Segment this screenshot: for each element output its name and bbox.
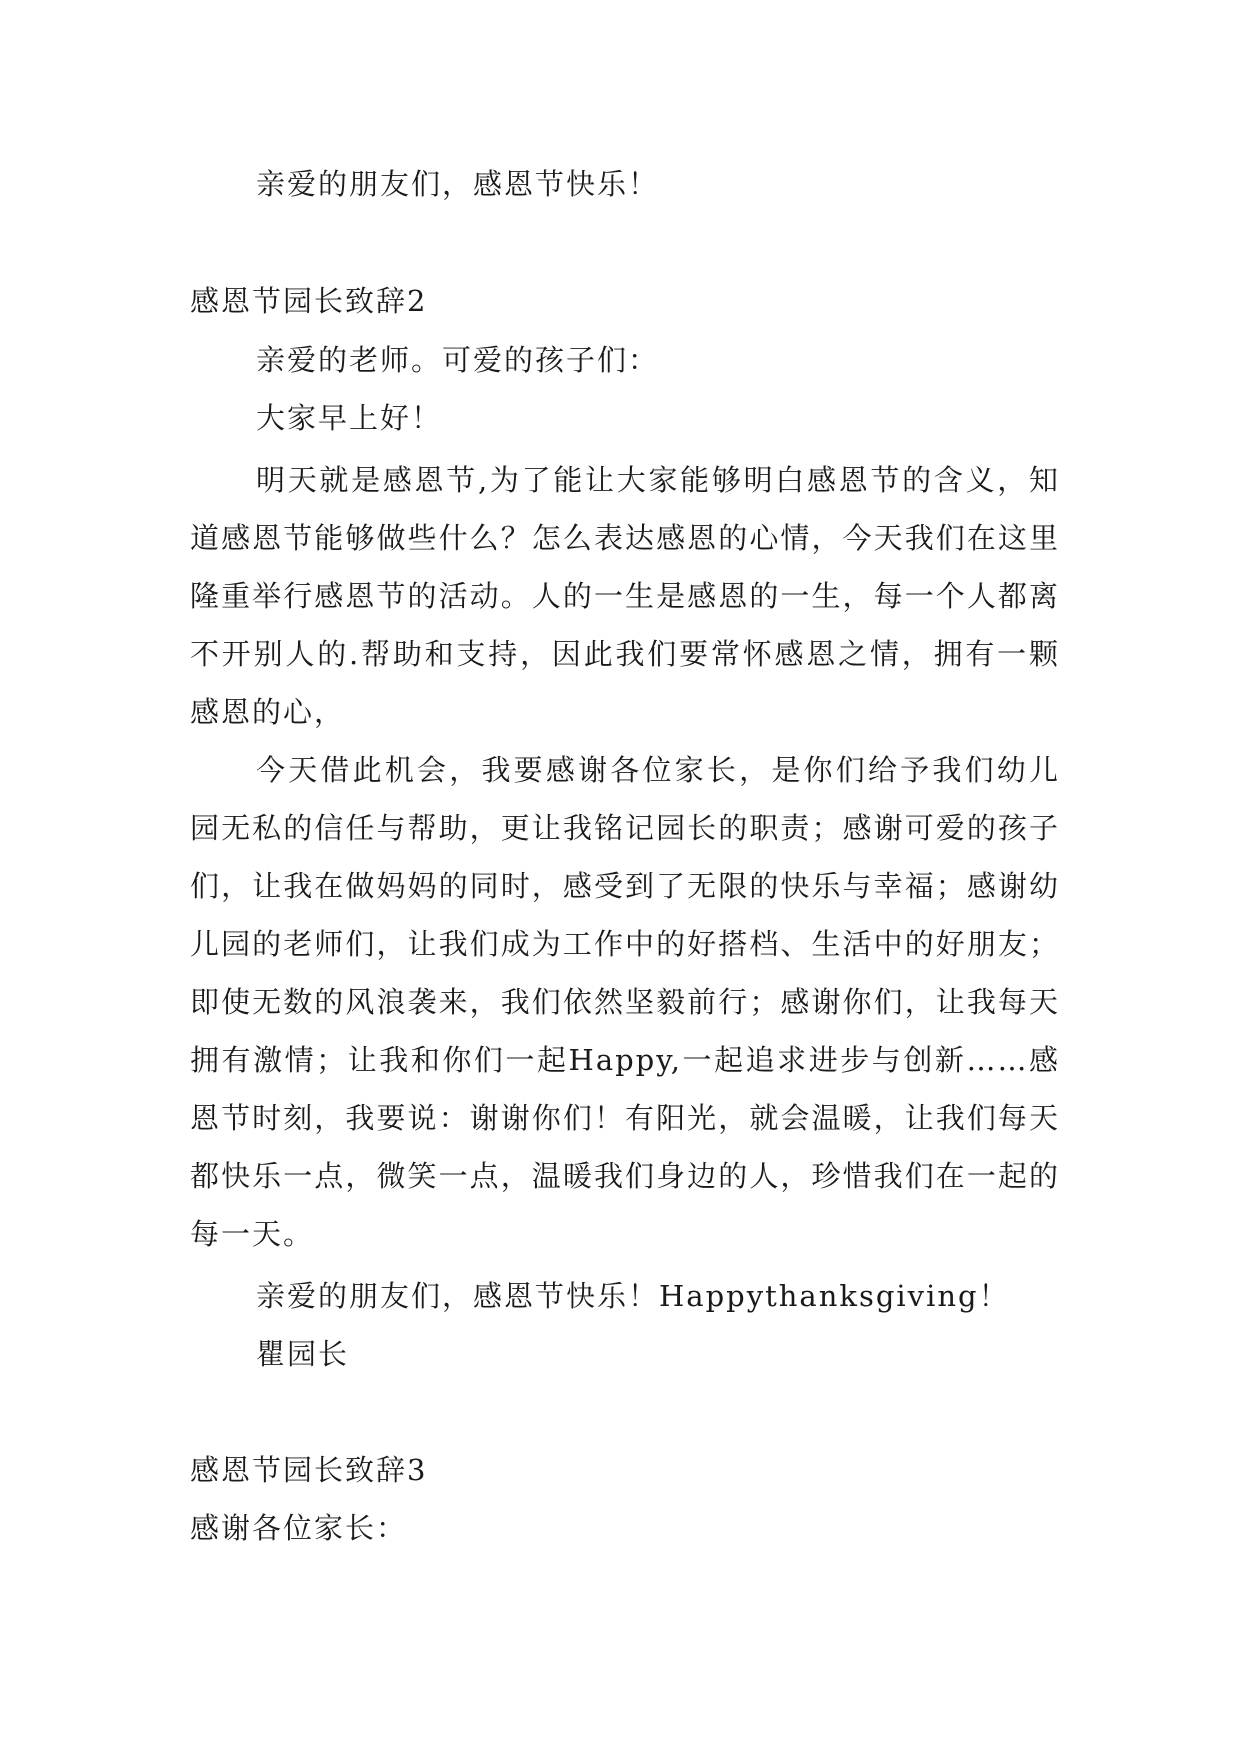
greeting-line-3: 感谢各位家长： bbox=[190, 1511, 408, 1545]
signature: 瞿园长 bbox=[256, 1337, 350, 1371]
body-paragraph-1: 明天就是感恩节,为了能让大家能够明白感恩节的含义，知道感恩节能够做些什么？怎么表达感恩的心情，今天我们在这里隆重举行感恩节的活动。人的一生是感恩的一生，每一个人都离不开别人的.帮助和支持，因此我们要常怀感恩之情，拥有一颗感恩的心， bbox=[190, 463, 1060, 729]
closing-line-1: 亲爱的朋友们，感恩节快乐！ bbox=[256, 167, 660, 201]
greeting-line-2: 亲爱的老师。可爱的孩子们： bbox=[256, 343, 660, 377]
closing-line-2: 亲爱的朋友们，感恩节快乐！Happythanksgiving！ bbox=[256, 1279, 1010, 1313]
body-paragraph-2: 今天借此机会，我要感谢各位家长，是你们给予我们幼儿园无私的信任与帮助，更让我铭记园长的职责；感谢可爱的孩子们，让我在做妈妈的同时，感受到了无限的快乐与幸福；感谢幼儿园的老师们，让我们成为工作中的好搭档、生活中的好朋友；即使无数的风浪袭来，我们依然坚毅前行；感谢你们，让我每天拥有激情；让我和你们一起Happy,一起追求进步与创新……感恩节时刻，我要说：谢谢你们！有阳光，就会温暖，让我们每天都快乐一点，微笑一点，温暖我们身边的人，珍惜我们在一起的每一天。 bbox=[190, 753, 1060, 1251]
section-title-2: 感恩节园长致辞2 bbox=[190, 284, 428, 318]
section-title-3: 感恩节园长致辞3 bbox=[190, 1453, 428, 1487]
hello-line: 大家早上好！ bbox=[256, 401, 443, 435]
